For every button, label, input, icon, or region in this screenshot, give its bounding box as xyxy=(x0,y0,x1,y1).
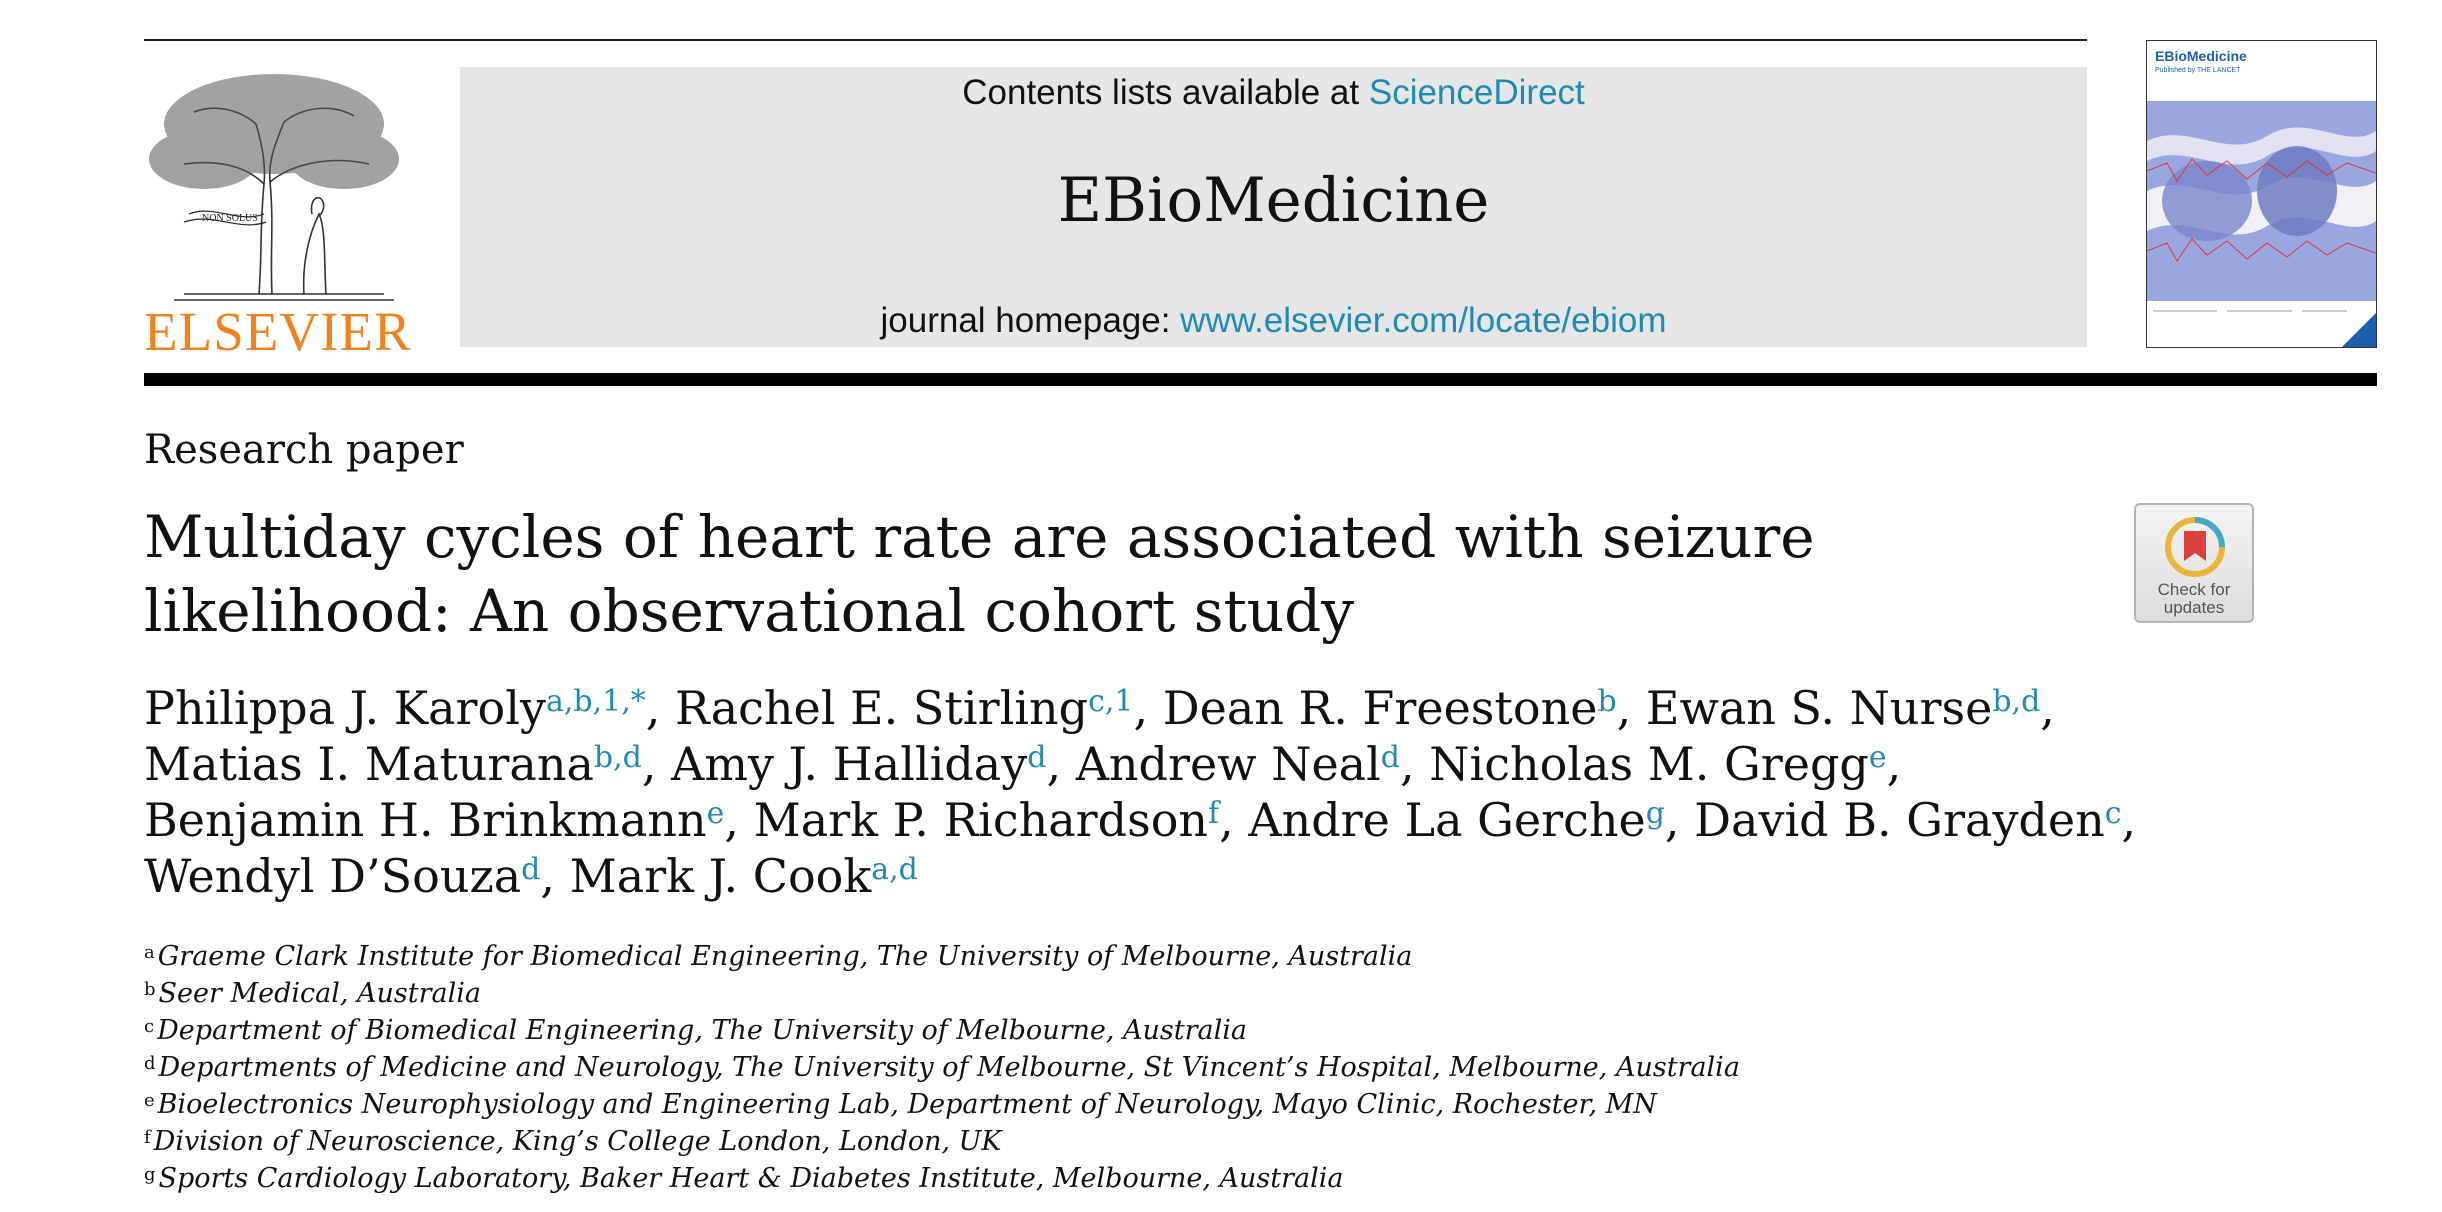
author[interactable]: Mark J. Cook$^{a,d}$ xyxy=(569,849,918,903)
top-rule xyxy=(144,39,2087,41)
affiliation: $^f$ Division of Neuroscience, King’s College London, London, UK xyxy=(144,1126,1002,1157)
affiliation: $^g$ Sports Cardiology Laboratory, Baker Heart & Diabetes Institute, Melbourne, Australia xyxy=(144,1163,1344,1194)
contents-prefix: Contents lists available at xyxy=(962,73,1369,112)
affiliation-list xyxy=(144,938,1740,1197)
journal-cover-thumbnail[interactable] xyxy=(2146,40,2377,348)
author[interactable]: Benjamin H. Brinkmann$^e$ xyxy=(144,793,725,847)
cover-subtitle: Published by THE LANCET xyxy=(2155,67,2241,74)
cover-art-icon xyxy=(2147,101,2376,347)
author[interactable]: David B. Grayden$^c$ xyxy=(1694,793,2122,847)
author[interactable]: Amy J. Halliday$^d$ xyxy=(671,737,1047,791)
author[interactable]: Wendyl D’Souza$^d$ xyxy=(144,849,541,903)
cover-title: EBioMedicine xyxy=(2155,48,2247,64)
contents-line xyxy=(460,67,2087,113)
affiliation: $^d$ Departments of Medicine and Neurology, The University of Melbourne, St Vincent’s Hospital, Melbourne, Australia xyxy=(144,1052,1740,1083)
affiliation: $^a$ Graeme Clark Institute for Biomedical Engineering, The University of Melbourne, Australia xyxy=(144,941,1413,972)
publisher-wordmark: ELSEVIER xyxy=(144,301,412,362)
author[interactable]: Andrew Neal$^d$ xyxy=(1075,737,1401,791)
author[interactable]: Andre La Gerche$^g$ xyxy=(1248,793,1665,847)
bookmark-icon xyxy=(2163,515,2227,579)
author[interactable]: Rachel E. Stirling$^{c,1}$ xyxy=(675,681,1134,735)
affiliation: $^c$ Department of Biomedical Engineering, The University of Melbourne, Australia xyxy=(144,1015,1247,1046)
elsevier-logo[interactable] xyxy=(144,64,412,362)
journal-homepage-link[interactable]: www.elsevier.com/locate/ebiom xyxy=(1180,301,1667,340)
author[interactable]: Mark P. Richardson$^f$ xyxy=(753,793,1220,847)
affiliation: $^b$ Seer Medical, Australia xyxy=(144,978,482,1009)
author[interactable]: Nicholas M. Gregg$^e$ xyxy=(1429,737,1887,791)
badge-label: Check for updates xyxy=(2157,580,2231,617)
elsevier-tree-icon xyxy=(144,64,404,304)
author[interactable]: Dean R. Freestone$^b$ xyxy=(1162,681,1617,735)
sciencedirect-link[interactable]: ScienceDirect xyxy=(1368,73,1585,112)
author-list: Philippa J. Karoly$^{a,b,1,*}$, Rachel E. Stirling$^{c,1}$, Dean R. Freestone$^b$, Ewan S. Nurse$^{b,d}$, Matias I. Maturana$^{b,d}$, Amy J. Halliday$^d$, Andrew Neal$^d$, Nicholas M. Gregg$^e$, Benjamin H. Brinkmann$^e$, Mark P. Richardson$^f$, Andre La Gerche$^g$, David B. Grayden$^c$, Wendyl D’Souza$^d$, Mark J. Cook$^{a,d}$ xyxy=(144,681,2137,903)
author[interactable]: Philippa J. Karoly$^{a,b,1,*}$ xyxy=(144,681,646,735)
article-type: Research paper xyxy=(144,427,464,473)
check-for-updates-button[interactable] xyxy=(2134,503,2254,623)
homepage-line xyxy=(460,301,2087,341)
article-title: Multiday cycles of heart rate are associated with seizure likelihood: An observational cohort study xyxy=(144,503,1815,645)
journal-masthead xyxy=(460,67,2087,347)
author[interactable]: Ewan S. Nurse$^{b,d}$ xyxy=(1645,681,2041,735)
affiliation: $^e$ Bioelectronics Neurophysiology and Engineering Lab, Department of Neurology, Mayo Clinic, Rochester, MN xyxy=(144,1089,1657,1120)
svg-text:NON SOLUS: NON SOLUS xyxy=(202,213,258,224)
journal-title[interactable]: EBioMedicine xyxy=(1057,165,1490,236)
author[interactable]: Matias I. Maturana$^{b,d}$ xyxy=(144,737,642,791)
header-rule xyxy=(144,373,2377,386)
homepage-prefix: journal homepage: xyxy=(880,301,1181,340)
